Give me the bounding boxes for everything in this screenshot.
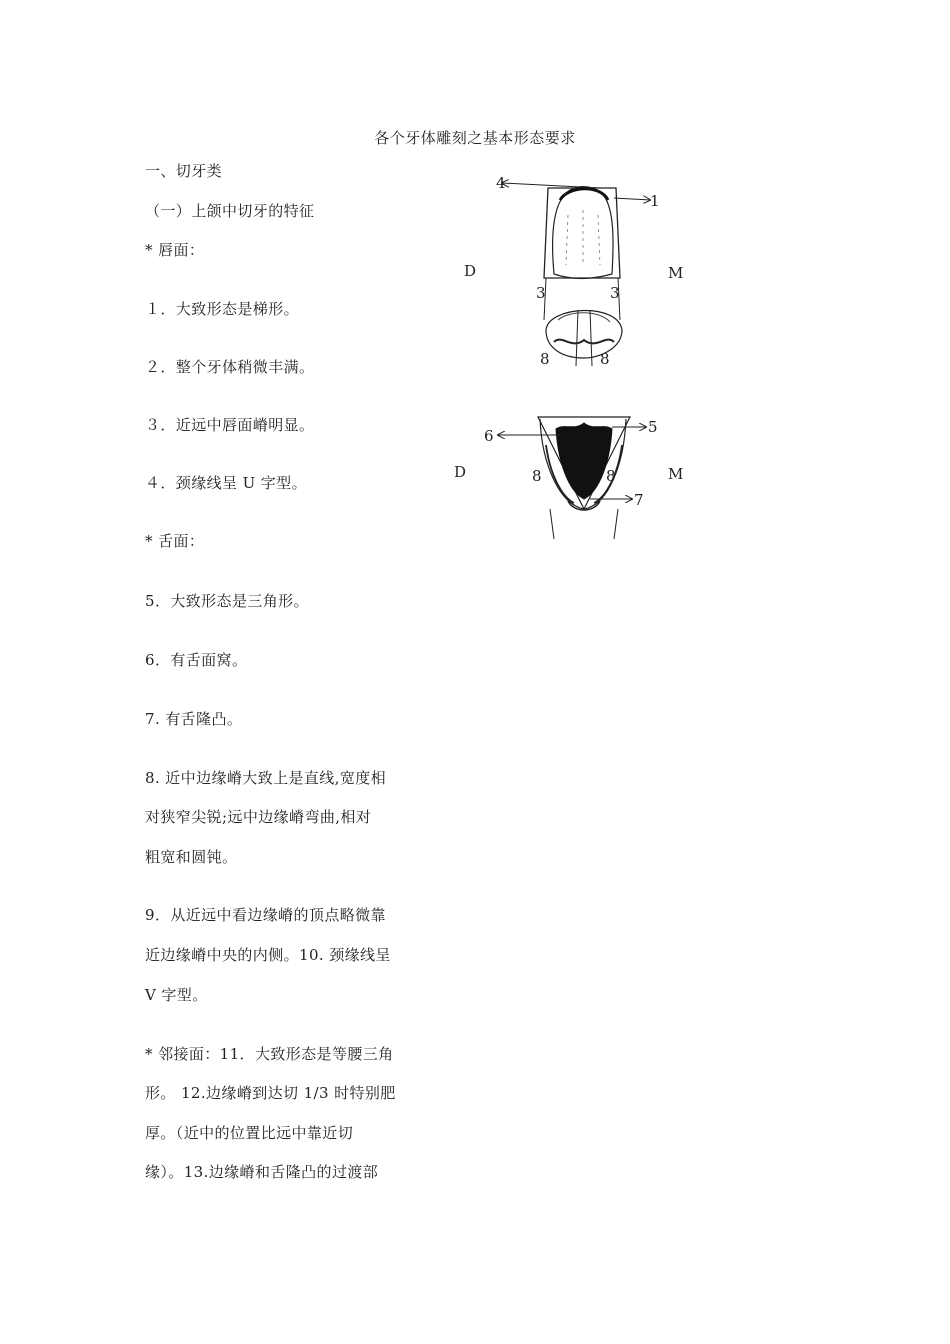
- text-line: 7. 有舌隆凸。: [145, 710, 243, 728]
- document-title: 各个牙体雕刻之基本形态要求: [374, 129, 576, 147]
- section-heading: 一、切牙类: [145, 162, 223, 180]
- label-d: D: [464, 262, 477, 280]
- label-3-right: 3: [610, 284, 620, 302]
- text-line: * 邻接面：11．大致形态是等腰三角: [145, 1045, 394, 1063]
- text-line: ２．整个牙体稍微丰满。: [145, 358, 315, 376]
- label-4: 4: [496, 174, 506, 192]
- label-6: 6: [484, 427, 494, 445]
- text-line: 对狭窄尖锐;远中边缘嵴弯曲,相对: [145, 808, 372, 826]
- label-m: M: [668, 465, 684, 483]
- text-line: 厚。（近中的位置比远中靠近切: [145, 1124, 354, 1142]
- text-line: * 舌面：: [145, 532, 205, 550]
- label-d: D: [454, 463, 467, 481]
- text-line: 9．从近远中看边缘嵴的顶点略微靠: [145, 906, 386, 924]
- label-8-left: 8: [540, 350, 550, 368]
- text-line: * 唇面：: [145, 241, 205, 259]
- text-line: 形。 12.边缘嵴到达切 1/3 时特别肥: [145, 1084, 396, 1102]
- text-line: 6．有舌面窝。: [145, 651, 248, 669]
- label-1: 1: [650, 192, 660, 210]
- label-7: 7: [634, 491, 644, 509]
- label-m: M: [668, 264, 684, 282]
- text-line: ４．颈缘线呈 U 字型。: [145, 474, 307, 492]
- label-8-left: 8: [532, 467, 542, 485]
- label-8-right: 8: [606, 467, 616, 485]
- labial-view-figure: [450, 170, 700, 370]
- lingual-view-figure: [450, 405, 700, 545]
- label-8-right: 8: [600, 350, 610, 368]
- text-line: 近边缘嵴中央的内侧。10. 颈缘线呈: [145, 946, 391, 964]
- text-line: 缘）。13.边缘嵴和舌隆凸的过渡部: [145, 1163, 379, 1181]
- text-line: 8. 近中边缘嵴大致上是直线,宽度相: [145, 769, 387, 787]
- text-line: １．大致形态是梯形。: [145, 300, 300, 318]
- label-3-left: 3: [536, 284, 546, 302]
- text-line: ３．近远中唇面嵴明显。: [145, 416, 315, 434]
- subsection-heading: （一）上颌中切牙的特征: [145, 202, 315, 220]
- text-line: 粗宽和圆钝。: [145, 848, 238, 866]
- text-line: V 字型。: [145, 986, 208, 1004]
- text-line: 5．大致形态是三角形。: [145, 592, 309, 610]
- label-5: 5: [648, 418, 658, 436]
